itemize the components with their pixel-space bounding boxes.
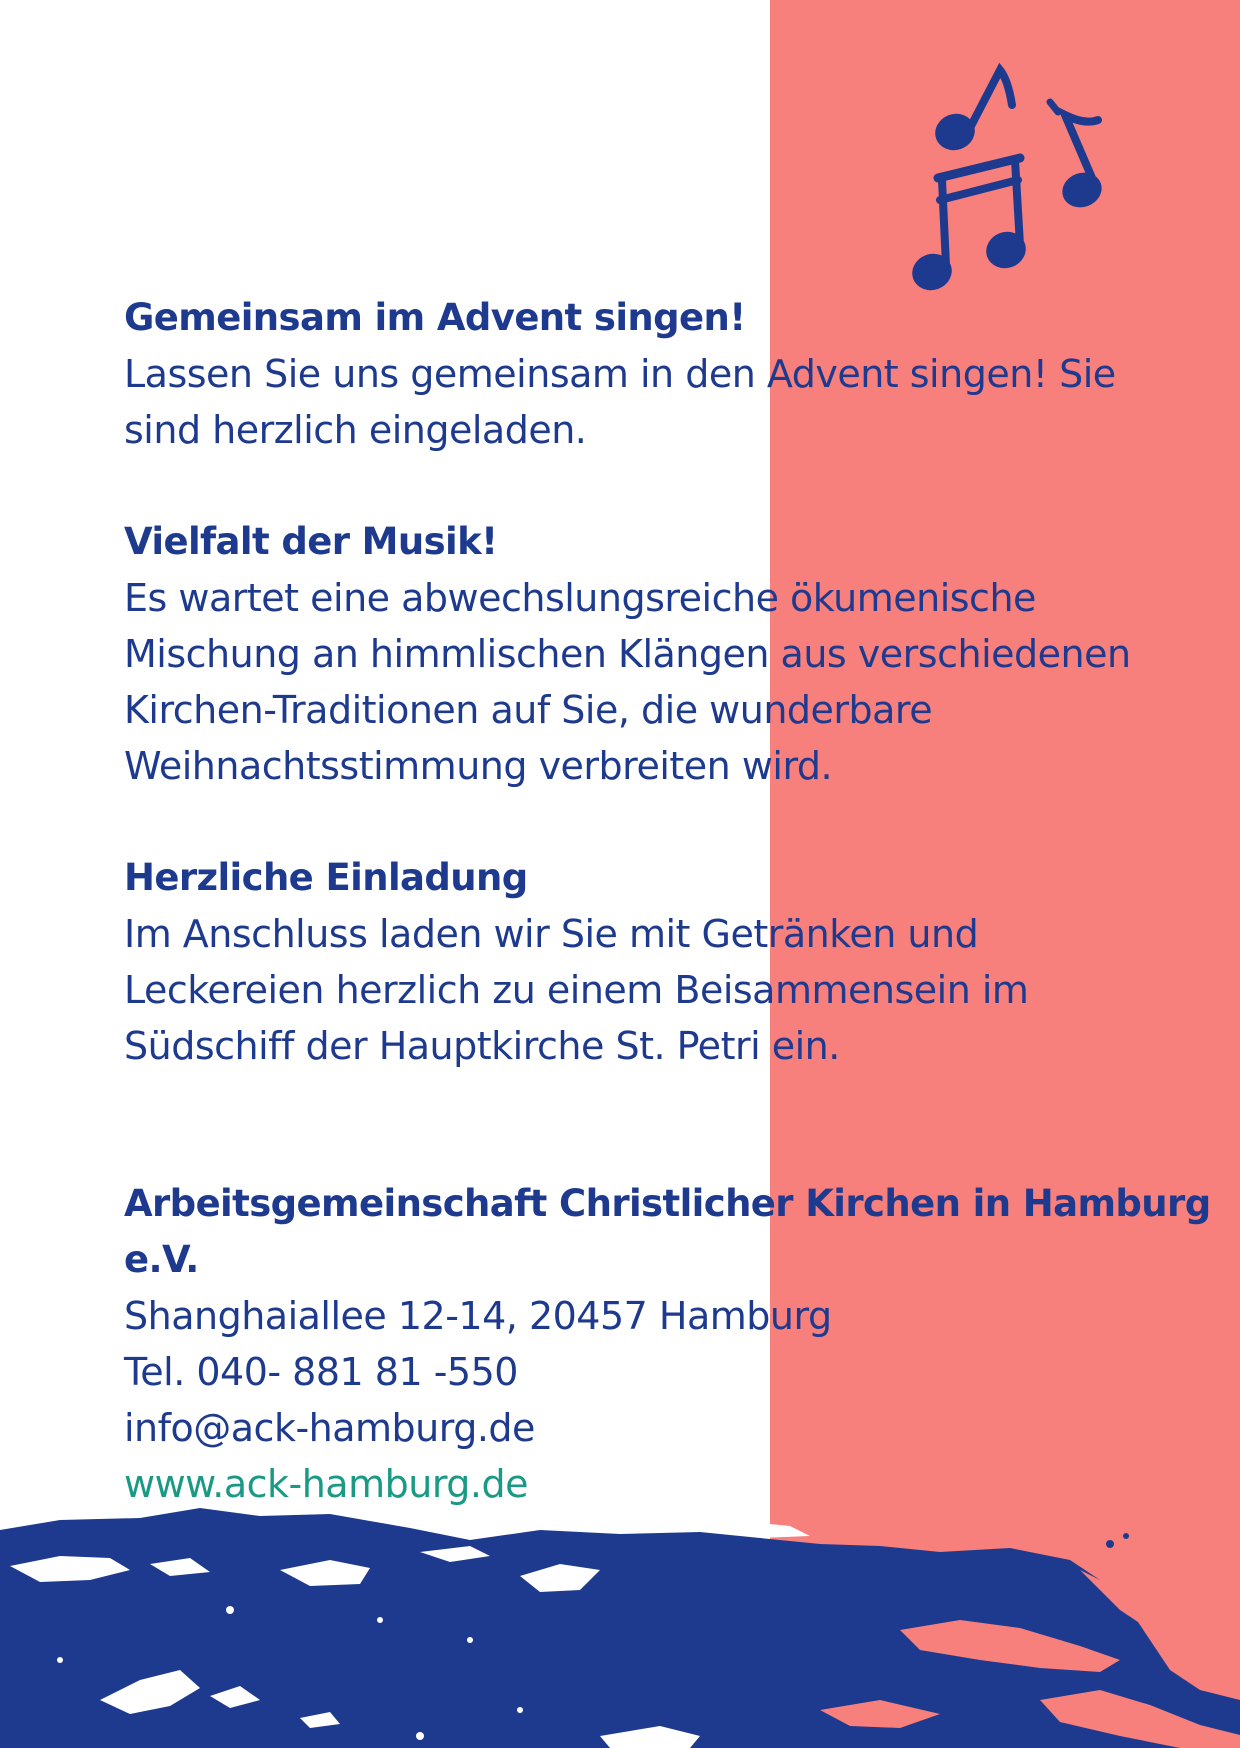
address: Shanghaiallee 12-14, 20457 Hamburg [124,1294,832,1338]
section-heading: Vielfalt der Musik! [124,520,498,563]
section-music [124,514,1224,794]
email-address[interactable]: info@ack-hamburg.de [124,1406,535,1450]
section-text-line: Lassen Sie uns gemeinsam in den Advent singen! Sie [124,352,1116,396]
section-text-line: Südschiff der Hauptkirche St. Petri ein. [124,1024,840,1068]
music-notes-icon [890,60,1120,300]
flyer-text [124,290,1224,1512]
contact-block [124,1176,1224,1512]
section-text-line: sind herzlich eingeladen. [124,408,587,452]
section-text-line: Es wartet eine abwechslungsreiche ökumenische [124,576,1036,620]
phone-number: Tel. 040- 881 81 -550 [124,1350,518,1394]
section-invitation [124,850,1224,1074]
section-text-line: Im Anschluss laden wir Sie mit Getränken und [124,912,979,956]
organization-name: Arbeitsgemeinschaft Christlicher Kirchen in Hamburg e.V. [124,1182,1211,1281]
section-heading: Gemeinsam im Advent singen! [124,296,746,339]
section-text-line: Kirchen-Traditionen auf Sie, die wunderbare [124,688,933,732]
section-text-line: Weihnachtsstimmung verbreiten wird. [124,744,833,788]
section-text-line: Leckereien herzlich zu einem Beisammensein im [124,968,1029,1012]
section-text-line: Mischung an himmlischen Klängen aus verschiedenen [124,632,1131,676]
section-heading: Herzliche Einladung [124,856,528,899]
website-link[interactable]: www.ack-hamburg.de [124,1462,528,1506]
section-advent [124,290,1224,458]
brush-stroke-decoration [0,1500,1240,1748]
